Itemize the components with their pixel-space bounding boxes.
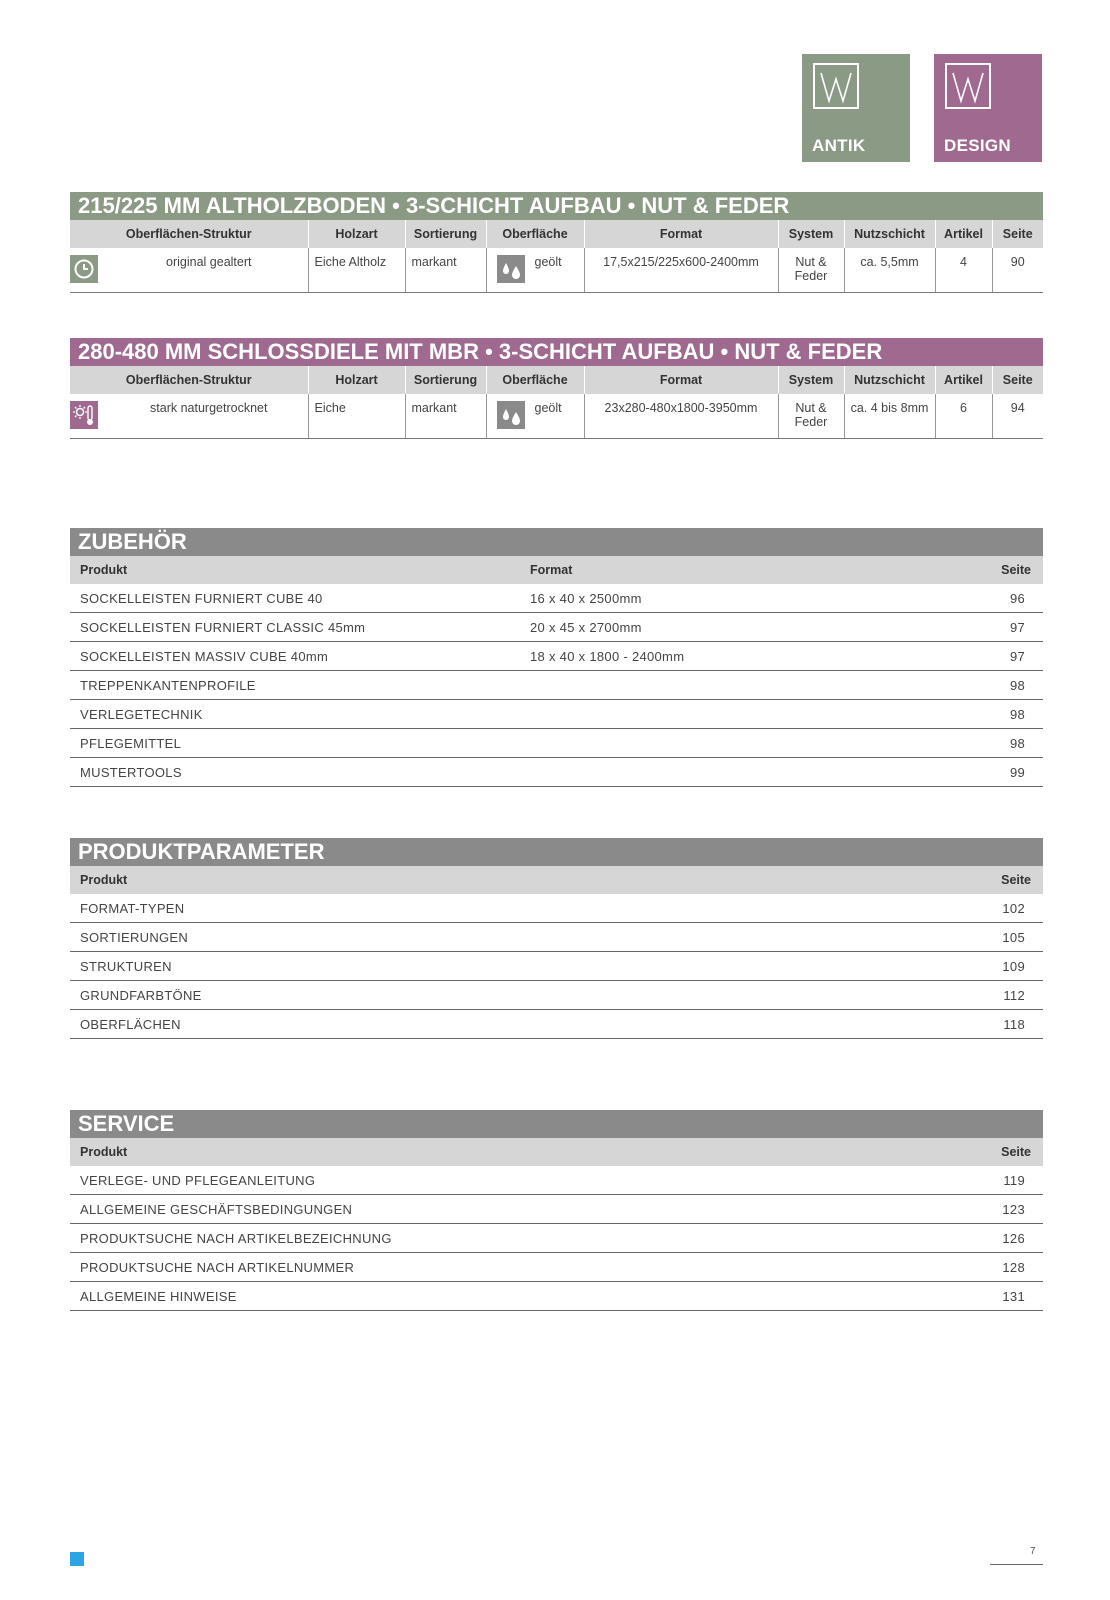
product-section-schlossdiele — [70, 338, 1043, 439]
col-header: System — [778, 366, 844, 394]
sortierung-cell: markant — [405, 394, 486, 439]
produkt-cell: TREPPENKANTENPROFILE — [70, 671, 520, 700]
oil-drops-icon — [497, 255, 525, 283]
oil-drops-icon — [497, 401, 525, 429]
format-cell: 23x280-480x1800-3950mm — [584, 394, 778, 439]
seite-cell: 119 — [920, 1166, 1043, 1195]
product-table — [70, 366, 1043, 439]
produkt-cell: ALLGEMEINE GESCHÄFTSBEDINGUNGEN — [70, 1195, 920, 1224]
surface-text: geölt — [534, 401, 562, 415]
zubehoer-section — [70, 528, 1043, 787]
table-row — [70, 894, 1043, 923]
produkt-cell: SOCKELLEISTEN MASSIV CUBE 40mm — [70, 642, 520, 671]
antik-logo — [802, 54, 910, 162]
service-table — [70, 1138, 1043, 1311]
table-row — [70, 642, 1043, 671]
zubehoer-table — [70, 556, 1043, 787]
seite-cell: 128 — [920, 1253, 1043, 1282]
system-cell: Nut & Feder — [778, 248, 844, 293]
produkt-cell: SORTIERUNGEN — [70, 923, 920, 952]
table-row — [70, 1224, 1043, 1253]
page-number-underline — [990, 1564, 1043, 1565]
table-row — [70, 584, 1043, 613]
service-section — [70, 1110, 1043, 1311]
table-row — [70, 729, 1043, 758]
produkt-cell: PRODUKTSUCHE NACH ARTIKELBEZEICHNUNG — [70, 1224, 920, 1253]
seite-cell: 98 — [920, 671, 1043, 700]
table-row — [70, 1282, 1043, 1311]
structure-text: stark naturgetrocknet — [150, 401, 268, 415]
seite-cell: 109 — [920, 952, 1043, 981]
seite-cell: 98 — [920, 729, 1043, 758]
col-header: Oberfläche — [486, 220, 584, 248]
format-cell — [520, 671, 920, 700]
w-logo-icon — [945, 63, 991, 109]
section-title: SERVICE — [70, 1110, 1043, 1138]
product-table — [70, 220, 1043, 293]
table-header-row — [70, 556, 1043, 584]
produkt-cell: OBERFLÄCHEN — [70, 1010, 920, 1039]
structure-text: original gealtert — [166, 255, 252, 269]
sortierung-cell: markant — [405, 248, 486, 293]
col-header: Format — [584, 220, 778, 248]
produkt-cell: STRUKTUREN — [70, 952, 920, 981]
structure-cell — [70, 248, 308, 293]
surface-cell — [486, 248, 584, 293]
seite-cell: 131 — [920, 1282, 1043, 1311]
format-cell: 16 x 40 x 2500mm — [520, 584, 920, 613]
col-header: Produkt — [70, 866, 920, 894]
seite-cell: 112 — [920, 981, 1043, 1010]
seite-cell: 118 — [920, 1010, 1043, 1039]
col-header: Seite — [920, 556, 1043, 584]
surface-cell — [486, 394, 584, 439]
col-header: Format — [584, 366, 778, 394]
col-header: Format — [520, 556, 920, 584]
holzart-cell: Eiche Altholz — [308, 248, 405, 293]
col-header: Nutzschicht — [844, 220, 935, 248]
produktparameter-table — [70, 866, 1043, 1039]
seite-cell: 94 — [992, 394, 1043, 439]
seite-cell: 97 — [920, 642, 1043, 671]
table-header-row — [70, 220, 1043, 248]
table-row — [70, 952, 1043, 981]
artikel-cell: 4 — [935, 248, 992, 293]
section-title: PRODUKTPARAMETER — [70, 838, 1043, 866]
col-header: Seite — [920, 866, 1043, 894]
produkt-cell: SOCKELLEISTEN FURNIERT CLASSIC 45mm — [70, 613, 520, 642]
page-number: 7 — [1030, 1546, 1036, 1557]
format-cell: 17,5x215/225x600-2400mm — [584, 248, 778, 293]
produkt-cell: MUSTERTOOLS — [70, 758, 520, 787]
seite-cell: 123 — [920, 1195, 1043, 1224]
col-header: Seite — [920, 1138, 1043, 1166]
section-title: 280-480 MM SCHLOSSDIELE MIT MBR • 3-SCHICHT AUFBAU • NUT & FEDER — [70, 338, 1043, 366]
seite-cell: 105 — [920, 923, 1043, 952]
produkt-cell: GRUNDFARBTÖNE — [70, 981, 920, 1010]
product-section-altholzboden — [70, 192, 1043, 293]
col-header: Oberflächen-Struktur — [70, 220, 308, 248]
col-header: Produkt — [70, 1138, 920, 1166]
table-header-row — [70, 1138, 1043, 1166]
seite-cell: 90 — [992, 248, 1043, 293]
produkt-cell: VERLEGE- UND PFLEGEANLEITUNG — [70, 1166, 920, 1195]
col-header: Sortierung — [405, 366, 486, 394]
format-cell: 18 x 40 x 1800 - 2400mm — [520, 642, 920, 671]
surface-text: geölt — [534, 255, 562, 269]
seite-cell: 126 — [920, 1224, 1043, 1253]
seite-cell: 96 — [920, 584, 1043, 613]
table-row — [70, 700, 1043, 729]
table-row — [70, 758, 1043, 787]
format-cell — [520, 700, 920, 729]
col-header: Nutzschicht — [844, 366, 935, 394]
section-title: 215/225 MM ALTHOLZBODEN • 3-SCHICHT AUFBAU • NUT & FEDER — [70, 192, 1043, 220]
design-label: DESIGN — [944, 136, 1011, 155]
col-header: System — [778, 220, 844, 248]
seite-cell: 97 — [920, 613, 1043, 642]
produktparameter-section — [70, 838, 1043, 1039]
table-header-row — [70, 366, 1043, 394]
nutzschicht-cell: ca. 5,5mm — [844, 248, 935, 293]
nutzschicht-cell: ca. 4 bis 8mm — [844, 394, 935, 439]
seite-cell: 102 — [920, 894, 1043, 923]
table-row — [70, 613, 1043, 642]
produkt-cell: PFLEGEMITTEL — [70, 729, 520, 758]
table-row — [70, 1253, 1043, 1282]
section-title: ZUBEHÖR — [70, 528, 1043, 556]
holzart-cell: Eiche — [308, 394, 405, 439]
seite-cell: 98 — [920, 700, 1043, 729]
table-row — [70, 671, 1043, 700]
col-header: Oberfläche — [486, 366, 584, 394]
system-cell: Nut & Feder — [778, 394, 844, 439]
table-header-row — [70, 866, 1043, 894]
produkt-cell: SOCKELLEISTEN FURNIERT CUBE 40 — [70, 584, 520, 613]
table-row — [70, 1195, 1043, 1224]
seite-cell: 99 — [920, 758, 1043, 787]
col-header: Sortierung — [405, 220, 486, 248]
produkt-cell: ALLGEMEINE HINWEISE — [70, 1282, 920, 1311]
table-row — [70, 394, 1043, 439]
design-logo — [934, 54, 1042, 162]
produkt-cell: FORMAT-TYPEN — [70, 894, 920, 923]
format-cell — [520, 729, 920, 758]
table-row — [70, 981, 1043, 1010]
artikel-cell: 6 — [935, 394, 992, 439]
col-header: Artikel — [935, 366, 992, 394]
col-header: Holzart — [308, 220, 405, 248]
table-row — [70, 248, 1043, 293]
produkt-cell: PRODUKTSUCHE NACH ARTIKELNUMMER — [70, 1253, 920, 1282]
col-header: Seite — [992, 366, 1043, 394]
col-header: Artikel — [935, 220, 992, 248]
w-logo-icon — [813, 63, 859, 109]
table-row — [70, 1166, 1043, 1195]
table-row — [70, 1010, 1043, 1039]
structure-cell — [70, 394, 308, 439]
col-header: Produkt — [70, 556, 520, 584]
col-header: Holzart — [308, 366, 405, 394]
antik-label: ANTIK — [812, 136, 866, 155]
produkt-cell: VERLEGETECHNIK — [70, 700, 520, 729]
col-header: Oberflächen-Struktur — [70, 366, 308, 394]
table-row — [70, 923, 1043, 952]
accent-square — [70, 1552, 84, 1566]
col-header: Seite — [992, 220, 1043, 248]
format-cell: 20 x 45 x 2700mm — [520, 613, 920, 642]
format-cell — [520, 758, 920, 787]
